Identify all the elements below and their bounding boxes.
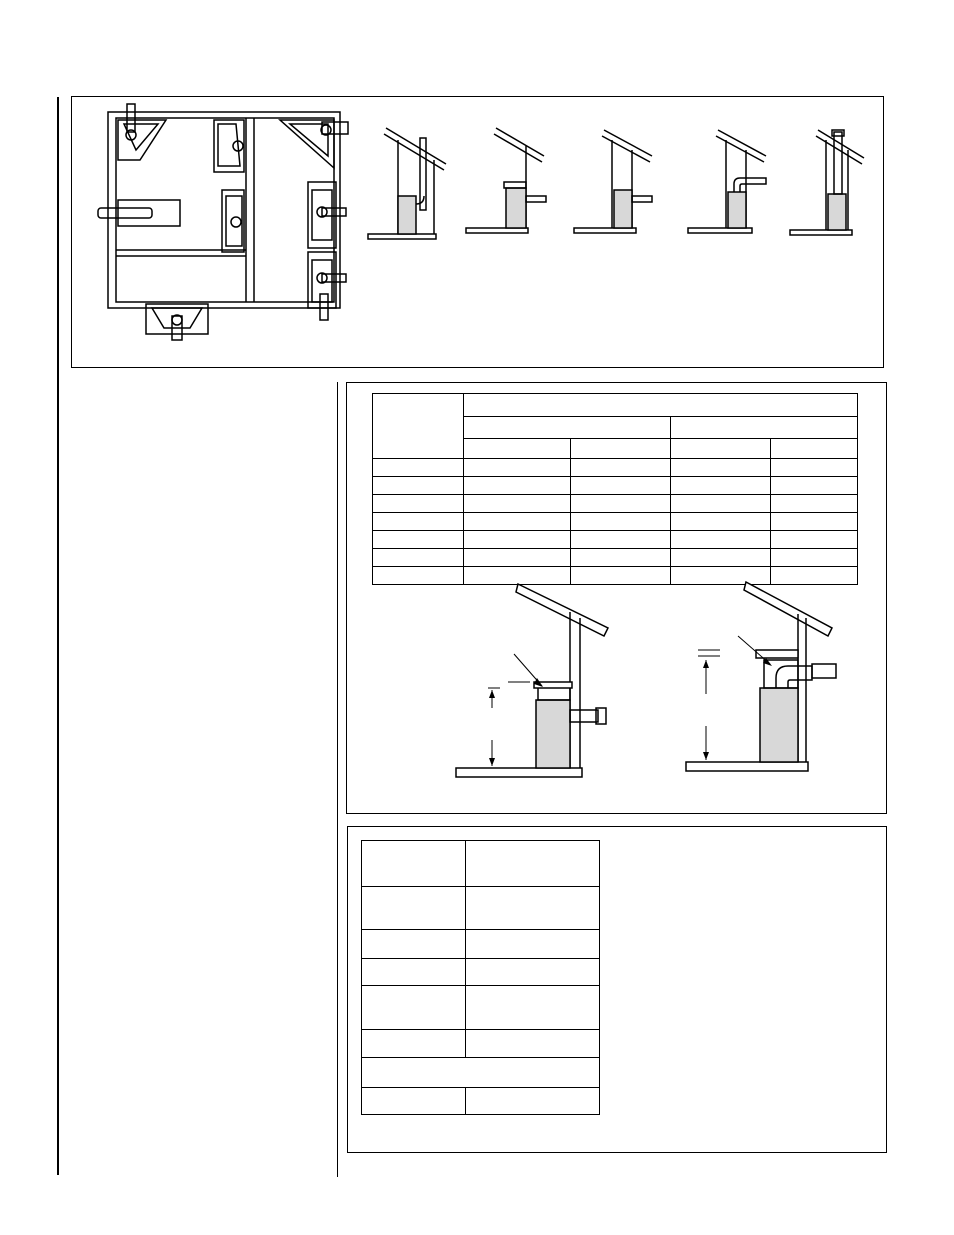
spec-label-cell [362,986,466,1030]
spec-label-cell [362,1088,466,1115]
spec-value-cell [466,930,600,959]
specification-table [361,840,600,1115]
spec-value-cell [466,841,600,887]
spec-value-cell [466,887,600,930]
spec-value-cell [466,986,600,1030]
spec-label-cell [362,959,466,986]
spec-label-cell [362,1030,466,1058]
spec-label-cell [362,841,466,887]
spec-value-cell [466,959,600,986]
spec-label-cell [362,887,466,930]
spec-full-width-cell [362,1058,600,1088]
spec-value-cell [466,1088,600,1115]
spec-label-cell [362,930,466,959]
spec-value-cell [466,1030,600,1058]
